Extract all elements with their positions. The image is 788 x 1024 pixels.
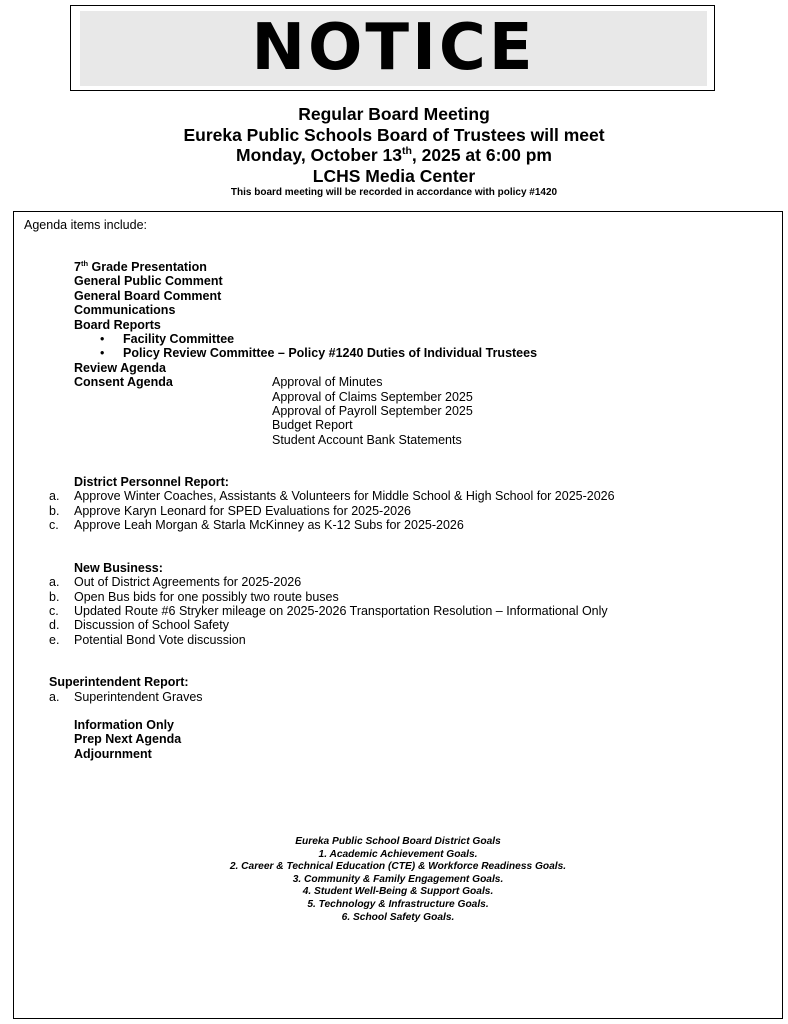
- list-marker: b.: [49, 503, 60, 518]
- closing-item: Prep Next Agenda: [74, 732, 182, 747]
- meeting-type: Regular Board Meeting: [298, 104, 490, 124]
- new-business-heading: New Business:: [74, 560, 163, 575]
- notice-banner-fill: [80, 11, 707, 86]
- closing-item: Adjournment: [74, 746, 152, 761]
- presentation-label: Grade Presentation: [88, 260, 207, 274]
- board-report-item: Policy Review Committee – Policy #1240 Duties of Individual Trustees: [123, 346, 538, 361]
- agenda-item-review: Review Agenda: [74, 360, 166, 375]
- goal-item: 1. Academic Achievement Goals.: [318, 848, 478, 860]
- consent-item: Approval of Claims September 2025: [272, 389, 473, 404]
- meeting-date-time: , 2025 at 6:00 pm: [411, 145, 552, 165]
- meeting-date-suffix: th: [401, 145, 412, 158]
- list-marker: a.: [49, 689, 60, 704]
- new-business-item: Discussion of School Safety: [74, 618, 229, 633]
- agenda-item: Board Reports: [74, 317, 161, 332]
- notice-title: NOTICE: [251, 11, 536, 85]
- agenda-item-presentation: [74, 260, 207, 274]
- presentation-suffix: th: [80, 258, 89, 268]
- new-business-item: Potential Bond Vote discussion: [74, 632, 246, 647]
- meeting-date-main: Monday, October 13: [236, 145, 402, 165]
- presentation-grade: 7: [74, 260, 81, 274]
- new-business-item: Updated Route #6 Stryker mileage on 2025-2026 Transportation Resolution – Informational Only: [74, 604, 608, 618]
- list-marker: a.: [49, 575, 60, 590]
- goal-item: 6. School Safety Goals.: [341, 911, 455, 923]
- notice-banner: [70, 5, 715, 91]
- meeting-location: LCHS Media Center: [312, 165, 476, 186]
- consent-item: Approval of Minutes: [272, 375, 383, 390]
- superintendent-heading: Superintendent Report:: [49, 675, 189, 690]
- new-business-item: Out of District Agreements for 2025-2026: [74, 575, 302, 590]
- goals-title: Eureka Public School Board District Goals: [295, 836, 501, 847]
- list-marker: c.: [49, 604, 59, 618]
- list-marker: b.: [49, 589, 60, 604]
- board-report-item: Facility Committee: [123, 332, 235, 346]
- personnel-item: Approve Karyn Leonard for SPED Evaluations for 2025-2026: [74, 503, 412, 518]
- agenda-item: General Public Comment: [74, 274, 223, 289]
- consent-item: Student Account Bank Statements: [272, 432, 462, 447]
- agenda-item: General Board Comment: [74, 288, 222, 303]
- list-marker: d.: [49, 618, 60, 633]
- list-marker: c.: [49, 518, 59, 533]
- meeting-header: [0, 104, 788, 200]
- personnel-item: Approve Winter Coaches, Assistants & Volunteers for Middle School & High School for 2025-2026: [74, 489, 615, 504]
- goal-item: 2. Career & Technical Education (CTE) & Workforce Readiness Goals.: [229, 861, 567, 873]
- superintendent-item: Superintendent Graves: [74, 689, 203, 704]
- new-business-item: Open Bus bids for one possibly two route buses: [74, 589, 339, 604]
- list-marker: e.: [49, 632, 60, 647]
- bullet-icon: •: [100, 332, 105, 346]
- consent-agenda-label: Consent Agenda: [74, 375, 173, 390]
- meeting-date: [0, 145, 788, 166]
- goal-item: 3. Community & Family Engagement Goals.: [292, 873, 504, 885]
- consent-item: Approval of Payroll September 2025: [272, 404, 473, 418]
- personnel-item: Approve Leah Morgan & Starla McKinney as K-12 Subs for 2025-2026: [74, 518, 464, 533]
- list-marker: a.: [49, 489, 60, 504]
- personnel-heading: District Personnel Report:: [74, 475, 229, 489]
- bullet-icon: •: [100, 346, 105, 361]
- goal-item: 4. Student Well-Being & Support Goals.: [302, 886, 494, 898]
- agenda-intro: Agenda items include:: [24, 218, 147, 232]
- district-goals: [13, 836, 783, 924]
- consent-item: Budget Report: [272, 418, 353, 433]
- agenda-item: Communications: [74, 303, 176, 318]
- recording-note: This board meeting will be recorded in accordance with policy #1420: [230, 187, 558, 198]
- meeting-board: Eureka Public Schools Board of Trustees will meet: [183, 124, 605, 145]
- closing-item: Information Only: [74, 718, 174, 732]
- goal-item: 5. Technology & Infrastructure Goals.: [307, 898, 489, 910]
